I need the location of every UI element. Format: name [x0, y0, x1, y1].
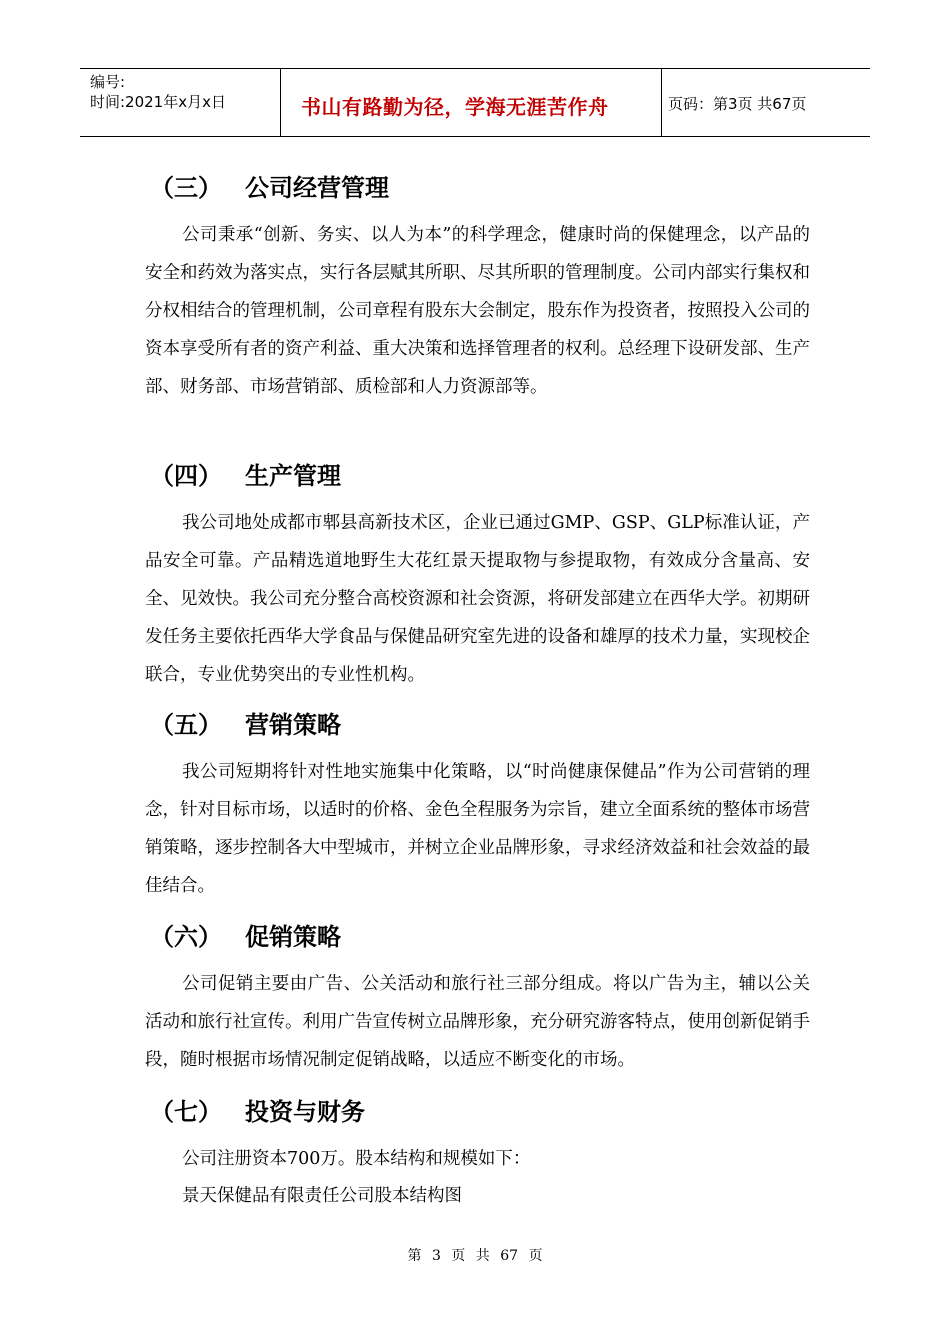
- section-paragraph: 公司促销主要由广告、公关活动和旅行社三部分组成。将以广告为主，辅以公关活动和旅行社宣传。利用广告宣传树立品牌形象，充分研究游客特点，使用创新促销手段，随时根据市场情况制定促销战略，以适应不断变化的市场。: [145, 974, 810, 1070]
- section-paragraph: 我公司地处成都市郫县高新技术区，企业已通过GMP、GSP、GLP标准认证，产品安全可靠。产品精选道地野生大花红景天提取物与参提取物，有效成分含量高、安全、见效快。我公司充分整合高校资源和社会资源，将研发部建立在西华大学。初期研发任务主要依托西华大学食品与保健品研究室先进的设备和雄厚的技术力量，实现校企联合，专业优势突出的专业性机构。: [145, 513, 810, 685]
- section-number: （四）: [150, 462, 222, 490]
- header-page-cell: [660, 69, 870, 136]
- section-paragraph: 我公司短期将针对性地实施集中化策略，以“时尚健康保健品”作为公司营销的理念，针对目标市场，以适时的价格、金色全程服务为宗旨，建立全面系统的整体市场营销策略，逐步控制各大中型城市，并树立企业品牌形象，寻求经济效益和社会效益的最佳结合。: [145, 762, 810, 896]
- capital-line: 公司注册资本700万。股本结构和规模如下：: [182, 1149, 531, 1169]
- section-heading: [150, 168, 389, 203]
- page-header: [80, 68, 870, 137]
- section-title: 营销策略: [245, 711, 341, 739]
- section-number: （五）: [150, 711, 222, 739]
- section-title: 公司经营管理: [245, 174, 389, 202]
- section-paragraph: 公司秉承“创新、务实、以人为本”的科学理念，健康时尚的保健理念，以产品的安全和药效为落实点，实行各层赋其所职、尽其所职的管理制度。公司内部实行集权和分权相结合的管理机制，公司章程有股东大会制定，股东作为投资者，按照投入公司的资本享受所有者的资产利益、重大决策和选择管理者的权利。总经理下设研发部、生产部、财务部、市场营销部、质检部和人力资源部等。: [145, 225, 810, 397]
- section-heading: [150, 456, 341, 491]
- number-label: 编号:: [90, 73, 126, 91]
- header-meta: [80, 69, 280, 136]
- section-title: 生产管理: [245, 462, 341, 490]
- section-number: （七）: [150, 1098, 222, 1126]
- page-footer: 第 3 页 共 67 页: [407, 1248, 543, 1264]
- motto-text: 书山有路勤为径，学海无涯苦作舟: [301, 95, 609, 119]
- section-number: （三）: [150, 174, 222, 202]
- section-title: 投资与财务: [245, 1098, 365, 1126]
- section-heading: [150, 1092, 365, 1127]
- time-label: 时间:2021年x月x日: [90, 93, 226, 111]
- section-heading: [150, 917, 341, 952]
- page-info: 页码：第3页 共67页: [668, 95, 807, 113]
- header-motto-cell: [280, 69, 662, 136]
- section-heading: [150, 705, 341, 740]
- section-title: 促销策略: [245, 923, 341, 951]
- chart-caption-line: 景天保健品有限责任公司股本结构图: [182, 1186, 462, 1206]
- section-number: （六）: [150, 923, 222, 951]
